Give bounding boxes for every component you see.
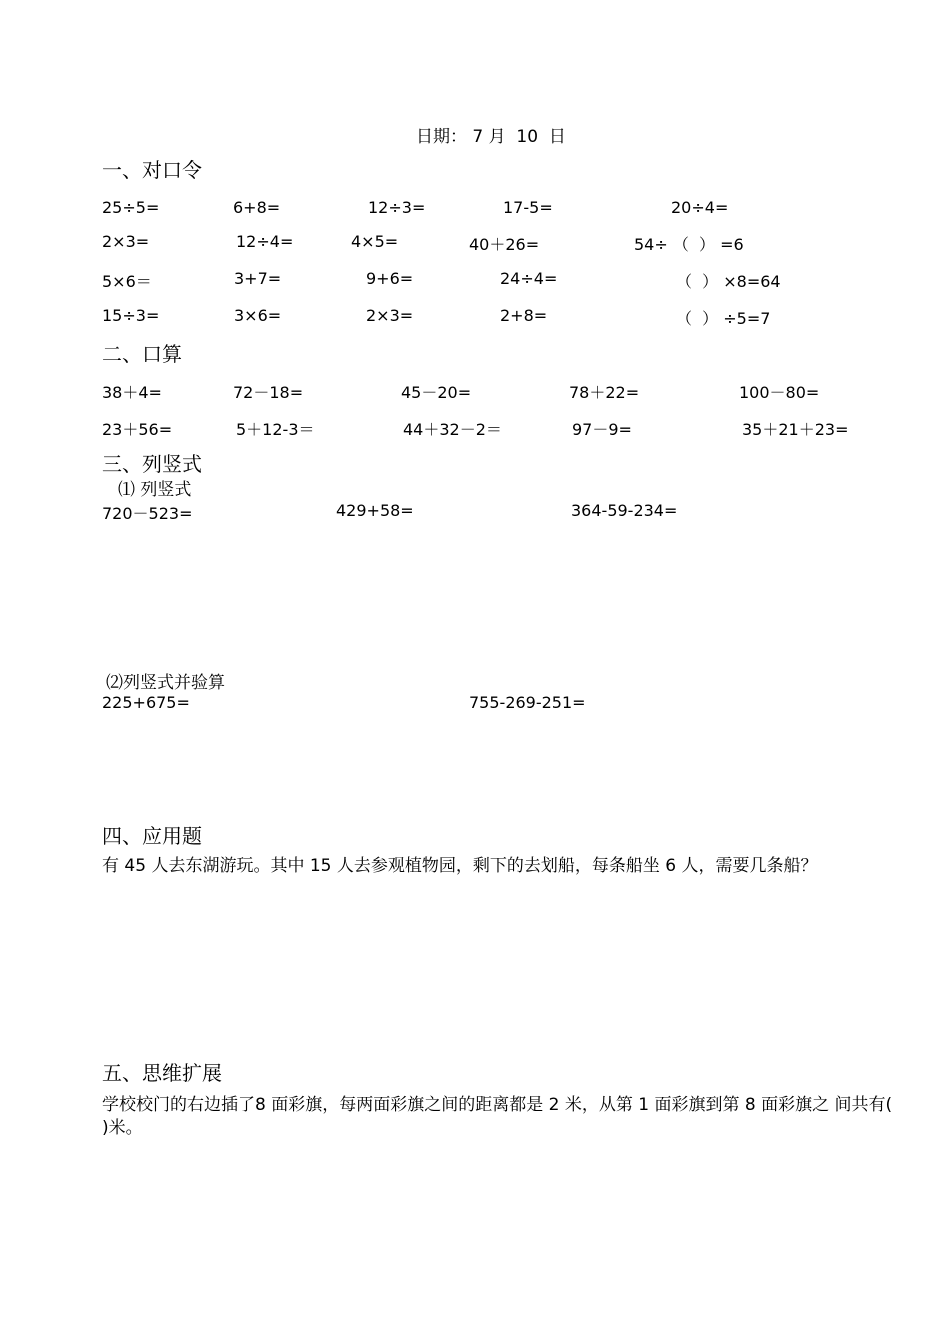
vertical-calc-item: 720－523= [102, 504, 193, 523]
oral-item: 2×3= [102, 232, 150, 251]
word-problem: 有 45 人去东湖游玩。其中 15 人去参观植物园，剩下的去划船，每条船坐 6 人，需要几条船？ [102, 856, 818, 876]
calc-item: 97－9= [572, 420, 632, 439]
calc-item: 44＋32－2＝ [403, 420, 502, 439]
date-line: 日期： 7 月 10 日 [416, 127, 566, 147]
oral-item: 17-5= [503, 198, 553, 217]
oral-item: 20÷4= [671, 198, 729, 217]
oral-item: 9+6= [366, 269, 414, 288]
oral-item: 24÷4= [500, 269, 558, 288]
calc-item: 5＋12-3＝ [236, 420, 315, 439]
calc-item: 100－80= [739, 383, 820, 402]
oral-item: 4×5= [351, 232, 399, 251]
thinking-problem: 学校校门的右边插了8 面彩旗，每两面彩旗之间的距离都是 2 米，从第 1 面彩旗到第 8 面彩旗之 间共有( )米。 [102, 1095, 903, 1138]
subsection-1-label: ⑴ 列竖式 [118, 480, 192, 500]
oral-item: 2+8= [500, 306, 548, 325]
verify-calc-item: 755-269-251= [469, 693, 586, 712]
oral-item: 6+8= [233, 198, 281, 217]
oral-item: 12÷4= [236, 232, 294, 251]
oral-item: 40＋26= [469, 235, 540, 254]
oral-item: 5×6＝ [102, 272, 152, 291]
vertical-calc-item: 364-59-234= [571, 501, 678, 520]
oral-item: 12÷3= [368, 198, 426, 217]
section-5-title: 五、思维扩展 [102, 1061, 222, 1085]
calc-item: 38＋4= [102, 383, 162, 402]
calc-item: 45－20= [401, 383, 472, 402]
oral-item: 25÷5= [102, 198, 160, 217]
oral-item: 2×3= [366, 306, 414, 325]
oral-item: 54÷ （ ） =6 [634, 235, 744, 254]
oral-item: （ ） ×8=64 [676, 272, 781, 291]
calc-item: 78＋22= [569, 383, 640, 402]
oral-item: 15÷3= [102, 306, 160, 325]
section-2-title: 二、口算 [102, 342, 182, 366]
calc-item: 35＋21＋23= [742, 420, 849, 439]
oral-item: （ ） ÷5=7 [676, 309, 771, 328]
oral-item: 3+7= [234, 269, 282, 288]
subsection-2-label: ⑵列竖式并验算 [106, 673, 225, 693]
section-1-title: 一、对口令 [102, 158, 202, 182]
section-3-title: 三、列竖式 [102, 452, 202, 476]
vertical-calc-item: 429+58= [336, 501, 414, 520]
oral-item: 3×6= [234, 306, 282, 325]
section-4-title: 四、应用题 [102, 824, 202, 848]
calc-item: 23＋56= [102, 420, 173, 439]
calc-item: 72－18= [233, 383, 304, 402]
verify-calc-item: 225+675= [102, 693, 190, 712]
